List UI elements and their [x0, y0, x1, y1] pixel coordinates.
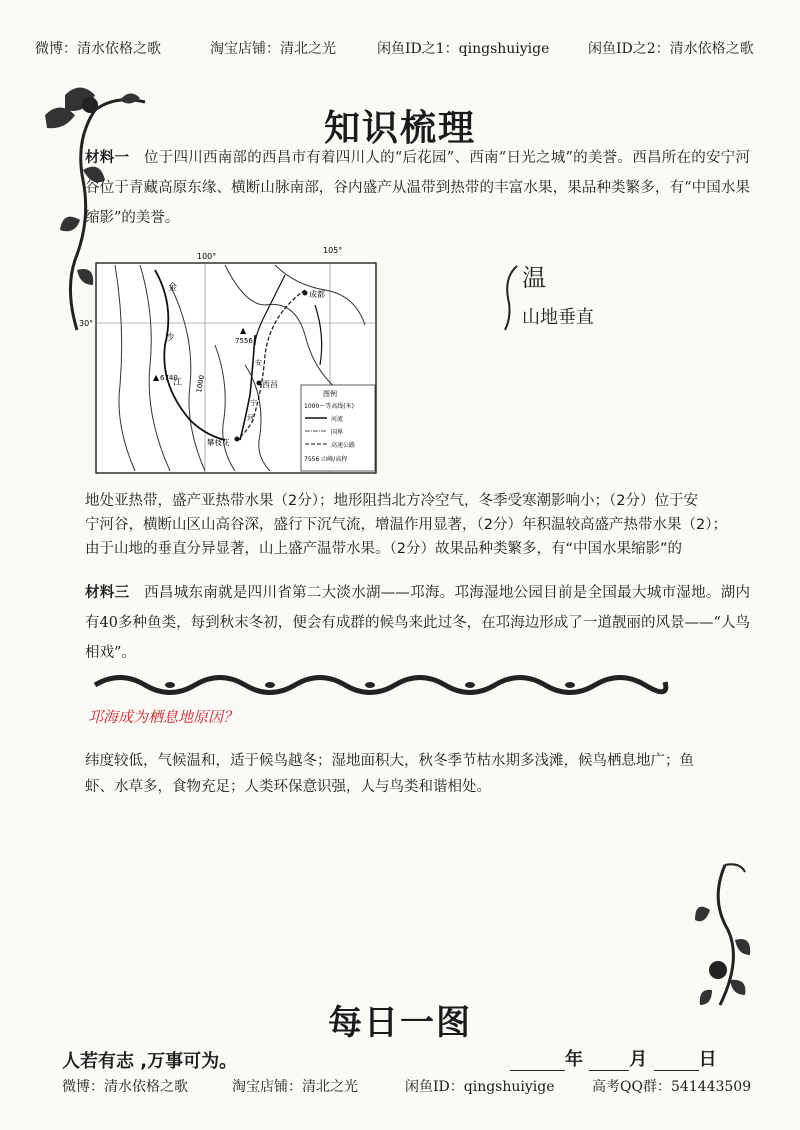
footer-shop: 淘宝店铺：清北之光 [232, 1079, 358, 1095]
map-legend-border: 国界 [331, 429, 344, 436]
header-shop: 淘宝店铺：清北之光 [210, 41, 336, 57]
map-label-sha: 沙 [165, 333, 175, 343]
map-legend-contour: 1000～等高线(米) [304, 403, 354, 410]
header-xianyu-1: 闲鱼ID之1：qingshuiyige [377, 41, 550, 57]
wave-divider [90, 670, 670, 700]
answer-1-line-2: 宁河谷，横断山区山高谷深，盛行下沉气流，增温作用显著，（2分）年积温较高盛产热带水果（2）； [85, 517, 727, 533]
answer-1-line-3: 由于山地的垂直分异显著，山上盛产温带水果。（2分）故果品种类繁多，有“中国水果缩影”的 [85, 541, 682, 557]
footer-xianyu: 闲鱼ID：qingshuiyige [405, 1079, 555, 1095]
map-lon-100: 100° [197, 252, 217, 261]
map-label-jiang: 江 [173, 378, 183, 388]
map-lon-105: 105° [323, 246, 343, 255]
answer-3 [85, 748, 765, 800]
answer-3-line-2: 虾、水草多，食物充足；人类环保意识强，人与鸟类和谐相处。 [85, 779, 491, 795]
date-line [510, 1045, 717, 1071]
handwritten-note-mountain: 山地垂直 [522, 307, 594, 328]
map-peak-7556: 7556 [235, 337, 253, 345]
answer-1 [85, 489, 765, 561]
date-month-label: 月 [629, 1049, 648, 1070]
map-peak-7556-mark: ▲ [240, 326, 247, 335]
map-label-jin: 金 [168, 283, 178, 293]
map-city-chengdu-dot [303, 291, 308, 296]
footer-weibo: 微博：清水依格之歌 [62, 1079, 188, 1095]
material-3-text: 西昌城东南就是四川省第二大淡水湖——邛海。邛海湿地公园目前是全国最大城市湿地。湖内有40多种鱼类，每到秋末冬初，便会有成群的候鸟来此过冬，在邛海边形成了一道靓丽的风景——“人鸟相戏”。 [85, 585, 751, 661]
daily-title: 每日一图 [328, 1003, 472, 1043]
map-label-he: 河 [247, 414, 254, 422]
date-day-label: 日 [698, 1049, 717, 1070]
header-weibo: 微博：清水依格之歌 [35, 41, 161, 57]
map-legend-highway: 高速公路 [331, 442, 356, 449]
motto: 人若有志 ,万事可为。 [62, 1051, 238, 1072]
date-month-blank[interactable] [589, 1052, 629, 1071]
floral-ornament-bottom-right [690, 860, 760, 1010]
material-1 [85, 143, 750, 233]
handwritten-note-wen: 温 [522, 264, 546, 292]
map-legend-peak: 7556 山峰/高程 [304, 456, 348, 463]
material-3-label: 材料三 [85, 584, 130, 601]
header-xianyu-2: 闲鱼ID之2：清水依格之歌 [588, 41, 754, 57]
date-day-blank[interactable] [654, 1052, 699, 1071]
map-city-xichang-dot [257, 381, 262, 386]
xichang-region-map [79, 245, 378, 475]
answer-1-line-1: 地处亚热带，盛产亚热带水果（2分）；地形阻挡北方冷空气，冬季受寒潮影响小；（2分）位于安 [85, 493, 698, 509]
map-legend-river: 河流 [331, 416, 344, 423]
map-city-xichang: 西昌 [262, 380, 278, 389]
footer-qq: 高考QQ群：541443509 [592, 1079, 752, 1095]
date-year-label: 年 [565, 1049, 583, 1070]
map-city-chengdu: 成都 [309, 290, 325, 299]
map-city-panzhihua-dot [235, 437, 240, 442]
material-1-label: 材料一 [85, 149, 130, 166]
map-city-panzhihua: 攀枝花 [207, 438, 230, 447]
map-label-an: 安 [255, 359, 262, 367]
section-title: 知识梳理 [323, 108, 476, 149]
answer-3-line-1: 纬度较低，气候温和，适于候鸟越冬；湿地面积大，秋冬季节枯水期多浅滩，候鸟栖息地广；鱼 [85, 753, 694, 769]
date-year-blank[interactable] [510, 1052, 565, 1071]
map-peak-6740: 6740 [160, 374, 178, 382]
question-red: 邛海成为栖息地原因？ [88, 708, 239, 726]
material-1-text: 位于四川西南部的西昌市有着四川人的“后花园”、西南“日光之城”的美誉。西昌所在的安宁河谷位于青藏高原东缘、横断山脉南部，谷内盛产从温带到热带的丰富水果，果品种类繁多，有“中国水果缩影”的美誉。 [85, 150, 751, 226]
map-legend-title: 图例 [323, 390, 337, 398]
map-contour-1000: 1000 [195, 374, 207, 394]
material-3 [85, 578, 750, 668]
map-lat-30: 30° [79, 319, 94, 328]
map-peak-6740-mark: ▲ [153, 373, 160, 382]
map-label-ning: 宁 [250, 399, 257, 407]
